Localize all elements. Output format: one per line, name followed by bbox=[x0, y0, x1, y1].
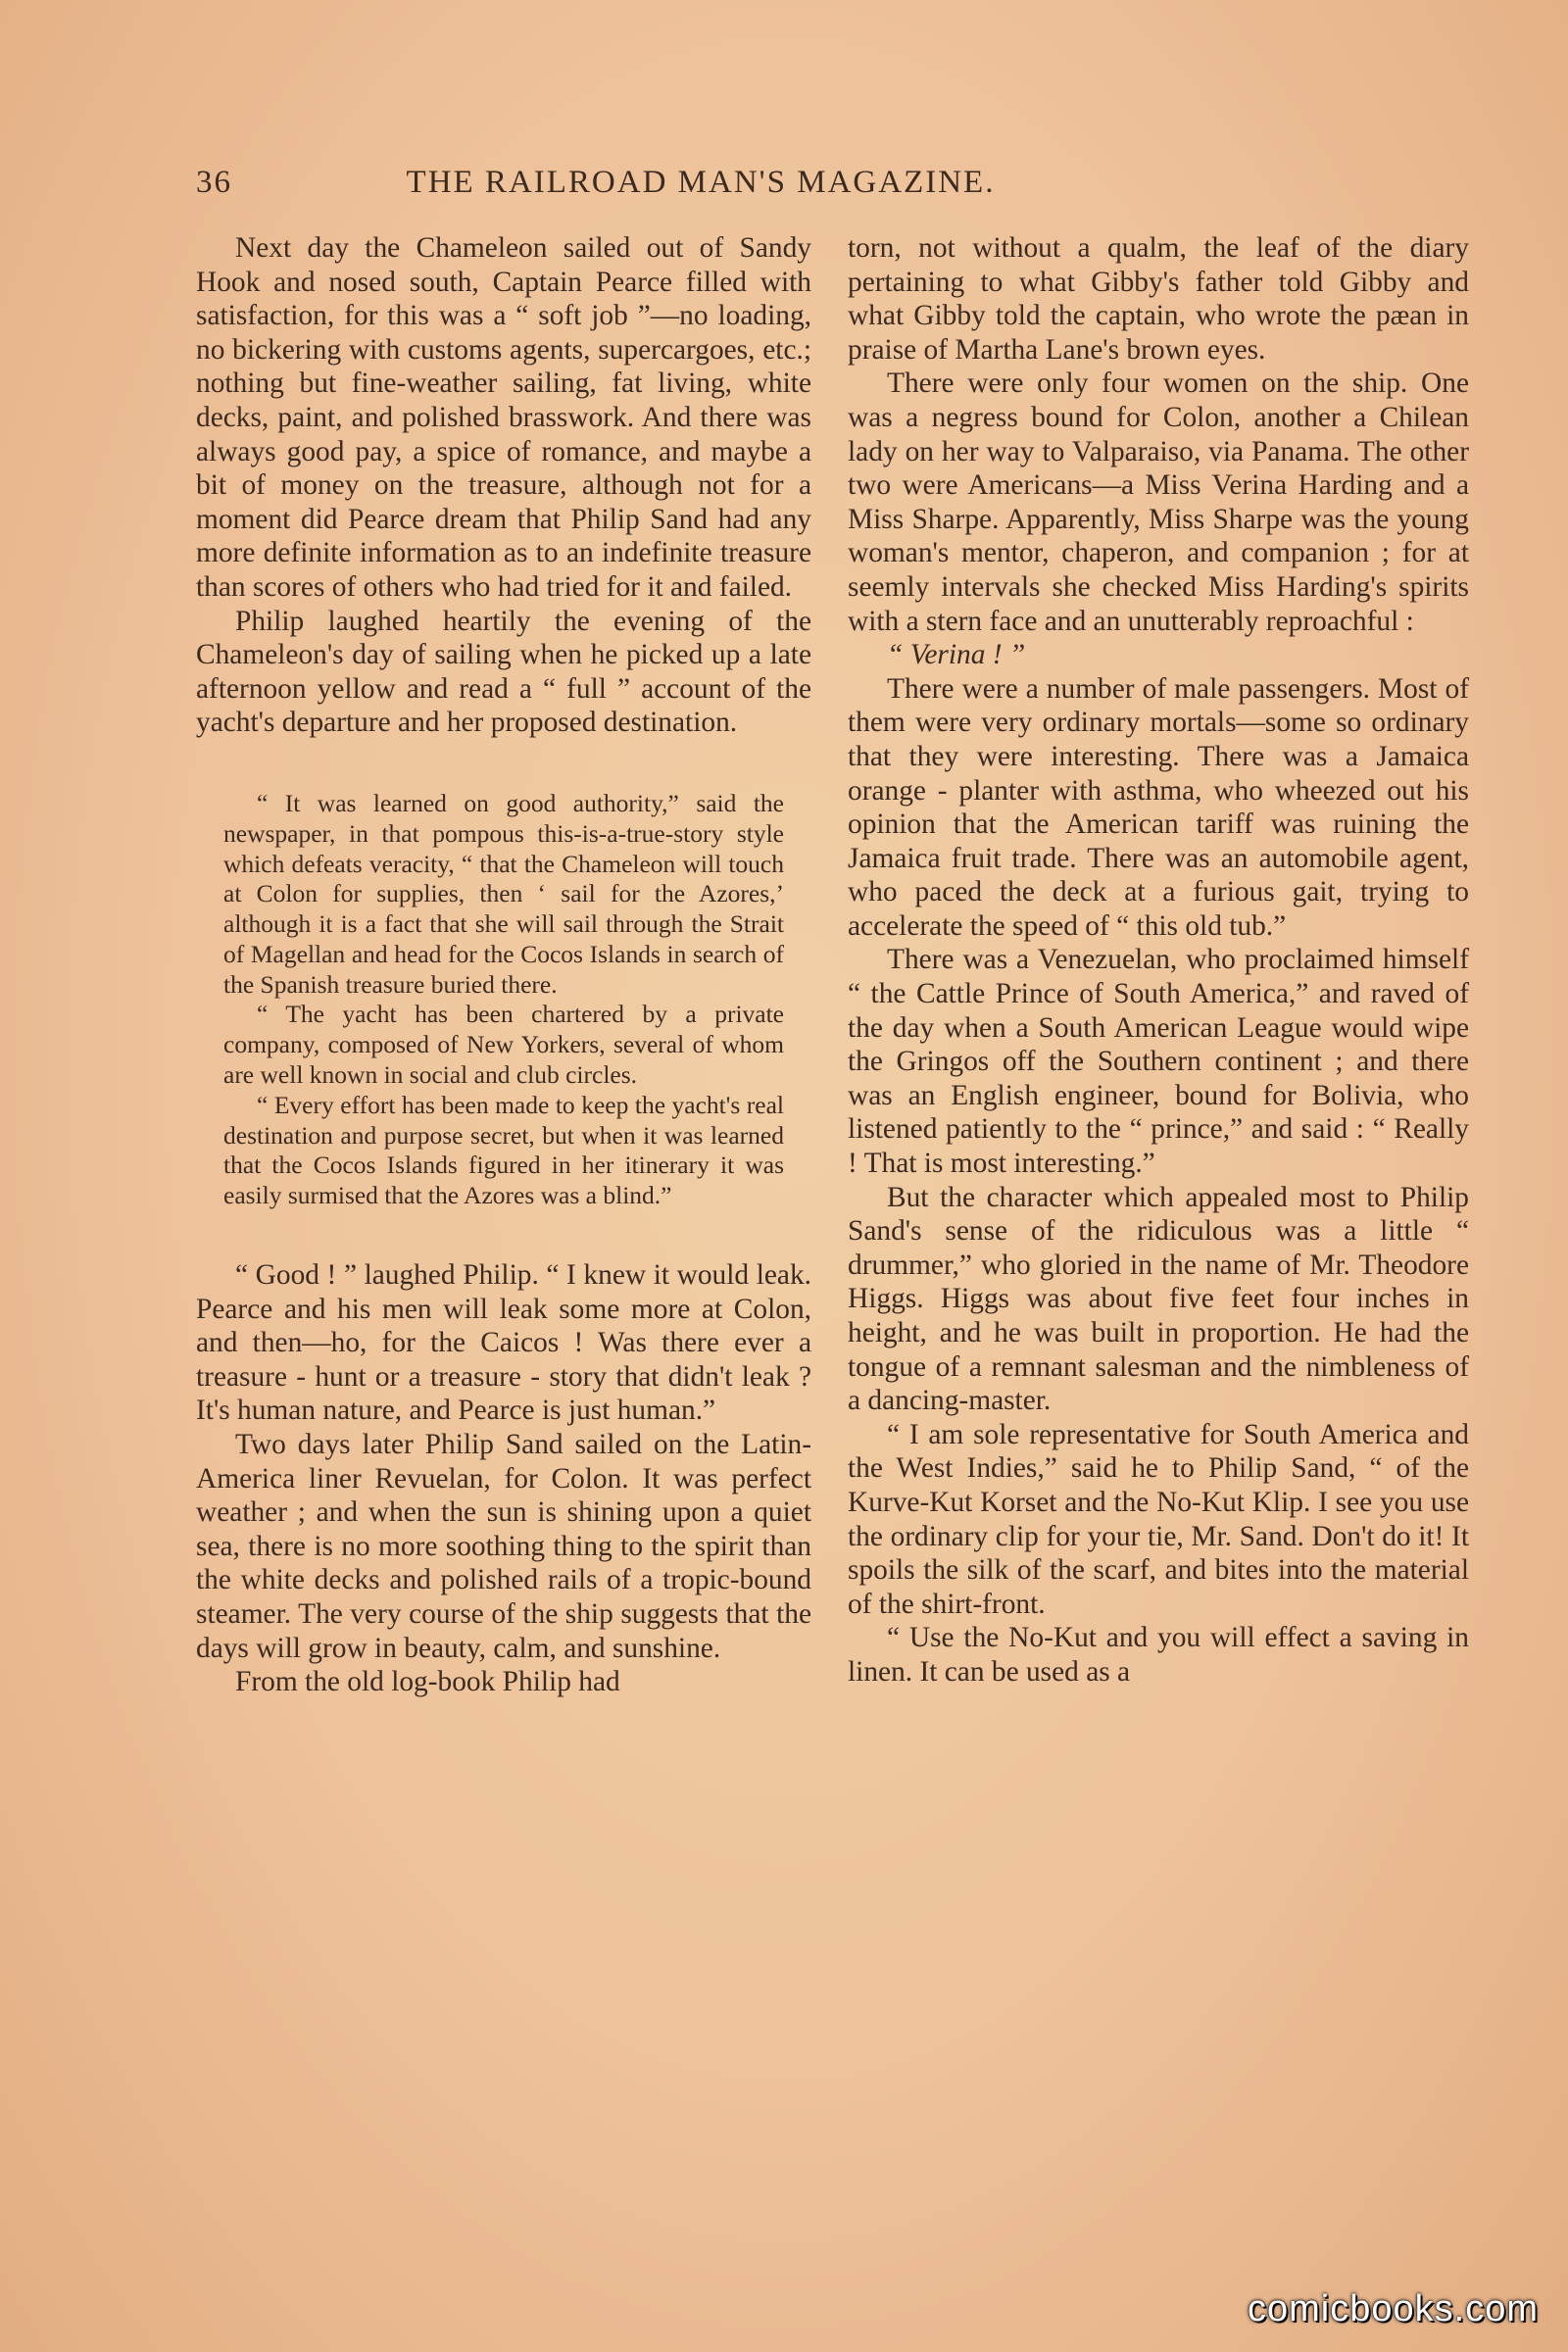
paragraph: There were only four women on the ship. One was a negress bound for Colon, another a Chilean lady on her way to Valparaiso, via Panama. The other two were Americans—a Miss Verina Harding and a Miss Sharpe. Apparently, Miss Sharpe was the young woman's mentor, chaperon, and companion ; for at seemly intervals she checked Miss Harding's spirits with a stern face and an unutterably reproachful : bbox=[848, 368, 1469, 637]
paragraph: From the old log-book Philip had bbox=[235, 1666, 620, 1698]
paragraph: “ Use the No-Kut and you will effect a saving in linen. It can be used as a bbox=[848, 1622, 1469, 1688]
page-number: 36 bbox=[196, 165, 232, 200]
quote-paragraph: “ Every effort has been made to keep the yacht's real destination and purpose secret, but when it was learned that the Cocos Islands figured in her itinerary it was easily surmised that the Azores was a blind.” bbox=[223, 1090, 784, 1210]
quote-paragraph: “ The yacht has been chartered by a private company, composed of New Yorkers, several of whom are well known in social and club circles. bbox=[223, 1000, 784, 1090]
quote-paragraph: “ It was learned on good authority,” said the newspaper, in that pompous this-is-a-true-story style which defeats veracity, “ that the Chameleon will touch at Colon for supplies, then ‘ sail for the Azores,’ although it is a fact that she will sail through the Strait of Magellan and head for the Cocos Islands in search of the Spanish treasure buried there. bbox=[223, 788, 784, 999]
paragraph: “ I am sole representative for South America and the West Indies,” said he to Philip Sand, “ of the Kurve-Kut Korset and the No-Kut Klip. I see you use the ordinary clip for your tie, Mr. Sand. Don't do it! It spoils the silk of the scarf, and bites into the material of the shirt-front. bbox=[848, 1418, 1469, 1620]
paragraph: Two days later Philip Sand sailed on the Latin-America liner Revuelan, for Colon. It was perfect weather ; and when the sun is shining upon a quiet sea, there is no more soothing thing to the spirit than the white decks and polished rails of a tropic-bound steamer. The very course of the ship suggests that the days will grow in beauty, calm, and sunshine. bbox=[196, 1429, 811, 1664]
site-watermark: comicbooks.com bbox=[1248, 2288, 1539, 2329]
right-column bbox=[848, 231, 1469, 1690]
paragraph: There was a Venezuelan, who proclaimed himself “ the Cattle Prince of South America,” and raved of the day when a South American League would wipe the Gringos off the Southern continent ; and there was an English engineer, bound for Bolivia, who listened patiently to the “ prince,” and said : “ Really ! That is most interesting.” bbox=[848, 944, 1469, 1180]
running-header bbox=[196, 165, 1176, 208]
paragraph: torn, not without a qualm, the leaf of the diary pertaining to what Gibby's father told Gibby and what Gibby told the captain, who wrote the pæan in praise of Martha Lane's brown eyes. bbox=[848, 232, 1469, 366]
paragraph: “ Good ! ” laughed Philip. “ I knew it would leak. Pearce and his men will leak some more at Colon, and then—ho, for the Caicos ! Was there ever a treasure - hunt or a treasure - story that didn't leak ? It's human nature, and Pearce is just human.” bbox=[196, 1259, 811, 1427]
paragraph: Next day the Chameleon sailed out of Sandy Hook and nosed south, Captain Pearce filled with satisfaction, for this was a “ soft job ”—no loading, no bickering with customs agents, supercargoes, etc.; nothing but fine-weather sailing, fat living, white decks, paint, and polished brasswork. And there was always good pay, a spice of romance, and maybe a bit of money on the treasure, although not for a moment did Pearce dream that Philip Sand had any more definite information as to an indefinite treasure than scores of others who had tried for it and failed. bbox=[196, 232, 811, 603]
paragraph: Philip laughed heartily the evening of the Chameleon's day of sailing when he picked up a late afternoon yellow and read a “ full ” account of the yacht's departure and her proposed destination. bbox=[196, 605, 811, 739]
exclamation-line: “ Verina ! ” bbox=[887, 639, 1026, 671]
paragraph: But the character which appealed most to Philip Sand's sense of the ridiculous was a little “ drummer,” who gloried in the name of Mr. Theodore Higgs. Higgs was about five feet four inches in height, and he was built in proportion. He had the tongue of a remnant salesman and the nimbleness of a dancing-master. bbox=[848, 1181, 1469, 1417]
left-column bbox=[196, 231, 811, 1699]
paragraph: There were a number of male passengers. Most of them were very ordinary mortals—some so ordinary that they were interesting. There was a Jamaica orange - planter with asthma, who wheezed out his opinion that the American tariff was ruining the Jamaica fruit trade. There was an automobile agent, who paced the deck at a furious gait, trying to accelerate the speed of “ this old tub.” bbox=[848, 672, 1469, 942]
newspaper-quote bbox=[223, 789, 784, 1211]
magazine-title: THE RAILROAD MAN'S MAGAZINE. bbox=[406, 165, 996, 200]
